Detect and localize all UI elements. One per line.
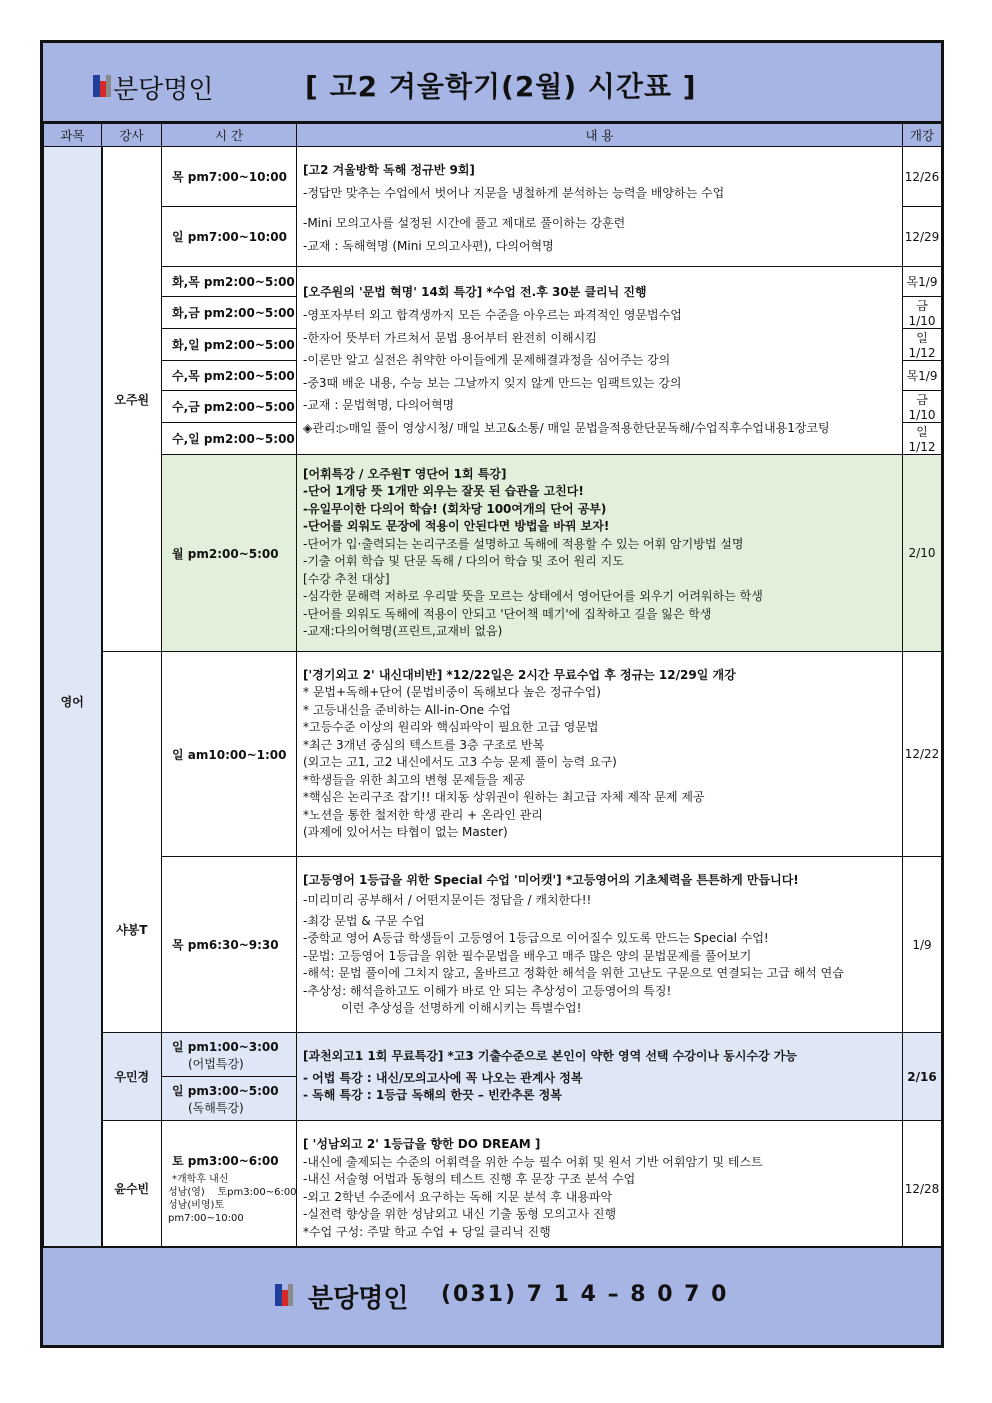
- content-line: -정답만 맞추는 수업에서 벗어나 지문을 냉철하게 분석하는 능력을 배양하는 수업: [303, 186, 725, 200]
- open-date: 목1/9: [903, 267, 942, 297]
- time-cell: [162, 1033, 297, 1077]
- open-date: 12/26: [903, 147, 942, 207]
- content-line: [고등영어 1등급을 위한 Special 수업 '미어캣'] *고등영어의 기초체력을 튼튼하게 만듭니다!: [303, 872, 799, 887]
- open-date: 목1/9: [903, 361, 942, 391]
- col-teacher: 강사: [102, 124, 162, 147]
- teacher-woo: 우민경: [102, 1033, 162, 1121]
- open-date: 일1/12: [903, 329, 942, 361]
- header-bar: [43, 43, 941, 123]
- content-line: -실전력 향상을 위한 성남외고 내신 기출 동형 모의고사 진행: [303, 1207, 617, 1221]
- open-date: 2/16: [903, 1033, 942, 1121]
- content-line: * 문법+독해+단어 (문법비중이 독해보다 높은 정규수업): [303, 685, 601, 699]
- content-cell: [297, 455, 903, 652]
- content-cell: [297, 857, 903, 1033]
- time-cell: 수,일 pm2:00~5:00: [162, 423, 297, 455]
- time-cell: [162, 1121, 297, 1257]
- time-cell: 수,목 pm2:00~5:00: [162, 361, 297, 391]
- phone-number: (031) 7 1 4 – 8 0 7 0: [441, 1282, 729, 1307]
- content-line: [ '성남외고 2' 1등급을 향한 DO DREAM ]: [303, 1137, 541, 1151]
- time-cell: 화,금 pm2:00~5:00: [162, 297, 297, 329]
- content-line: [수강 추천 대상]: [303, 571, 390, 586]
- content-line: - 독해 특강 : 1등급 독해의 한끗 – 빈칸추론 정복: [303, 1088, 562, 1103]
- content-cell: [297, 1033, 903, 1121]
- content-line: -내신에 출제되는 수준의 어휘력을 위한 수능 필수 어휘 및 원서 기반 어휘암기 및 테스트: [303, 1154, 763, 1169]
- open-date: 1/9: [903, 857, 942, 1033]
- content-line: -외고 2학년 수준에서 요구하는 독해 지문 분석 후 내용파악: [303, 1189, 613, 1204]
- content-line: -추상성: 해석을하고도 이해가 바로 안 되는 추상성이 고등영어의 특징!: [303, 983, 672, 998]
- open-date: 일1/12: [903, 423, 942, 455]
- time-cell: 목 pm7:00~10:00: [162, 147, 297, 207]
- content-line: -단어를 외워도 독해에 적용이 안되고 '단어책 떼기'에 집착하고 길을 잃은 학생: [303, 606, 712, 621]
- content-line: -중3때 배운 내용, 수능 보는 그날까지 잊지 않게 만드는 임팩트있는 강의: [303, 375, 682, 390]
- content-line: -해석: 문법 풀이에 그치지 않고, 올바르고 정확한 해석을 위한 고난도 구문으로 연결되는 고급 해석 연습: [303, 966, 844, 980]
- time-cell: 수,금 pm2:00~5:00: [162, 391, 297, 423]
- time-cell: 월 pm2:00~5:00: [162, 455, 297, 652]
- content-line: -교재:다의어혁명(프린트,교재비 없음): [303, 624, 503, 638]
- content-line: [어휘특강 / 오주원T 영단어 1회 특강]: [303, 466, 507, 481]
- content-line: [오주원의 '문법 혁명' 14회 특강] *수업 전.후 30분 클리닉 진행: [303, 284, 647, 299]
- logo-icon: [275, 1284, 293, 1306]
- content-line: *최근 3개년 중심의 텍스트를 3층 구조로 반복: [303, 737, 545, 752]
- content-line: *핵심은 논리구조 잡기!! 대치동 상위권이 원하는 최고급 자체 제작 문제 제공: [303, 790, 705, 804]
- content-line: * 고등내신을 준비하는 All-in-One 수업: [303, 702, 512, 717]
- content-line: -내신 서술형 어법과 동형의 테스트 진행 후 문장 구조 분석 수업: [303, 1172, 636, 1186]
- logo-icon: [93, 75, 111, 97]
- time-sub: (독해특강): [188, 1100, 244, 1115]
- footer-bar: [43, 1246, 941, 1345]
- brand-name: 분당명인: [113, 75, 214, 105]
- content-line: -단어를 외워도 문장에 적용이 안된다면 방법을 바꿔 보자!: [303, 519, 610, 533]
- content-line: ◈관리:▷매일 풀이 영상시청/ 매일 보고&소통/ 매일 문법을적용한단문독해/수업직후수업내용1장코팅: [303, 420, 830, 435]
- time-cell: 목 pm6:30~9:30: [162, 857, 297, 1033]
- open-date: 12/28: [903, 1121, 942, 1257]
- content-line: -단어가 입·출력되는 논리구조를 설명하고 독해에 적용할 수 있는 어휘 암기방법 설명: [303, 536, 744, 551]
- content-line: *노션을 통한 철저한 학생 관리 + 온라인 관리: [303, 807, 543, 822]
- content-line: (과제에 있어서는 타협이 없는 Master): [303, 825, 508, 839]
- content-line: -미리미리 공부해서 / 어떤지문이든 정답을 / 캐치한다!!: [303, 893, 592, 907]
- content-line: -한자어 뜻부터 가르쳐서 문법 용어부터 완전히 이해시킴: [303, 330, 597, 345]
- time-note: *개학후 내신: [172, 1174, 229, 1185]
- content-line: [고2 겨울방학 독해 정규반 9회]: [303, 162, 475, 177]
- content-cell: [297, 267, 903, 455]
- content-line: -이론만 알고 실전은 취약한 아이들에게 문제해결과정을 심어주는 강의: [303, 353, 671, 368]
- open-date: 금1/10: [903, 297, 942, 329]
- time-label: 토 pm3:00~6:00: [172, 1154, 279, 1168]
- content-line: *고등수준 이상의 원리와 핵심파악이 필요한 고급 영문법: [303, 720, 599, 734]
- col-content: 내 용: [297, 124, 903, 147]
- time-cell: 일 am10:00~1:00: [162, 652, 297, 857]
- content-cell: [297, 1121, 903, 1257]
- time-cell: 일 pm7:00~10:00: [162, 207, 297, 267]
- table-header-row: [44, 124, 942, 147]
- open-date: 금1/10: [903, 391, 942, 423]
- col-open: 개강: [903, 124, 942, 147]
- page-title: [ 고2 겨울학기(2월) 시간표 ]: [305, 70, 697, 103]
- timetable-frame: [40, 40, 944, 1348]
- content-line: -심각한 문해력 저하로 우리말 뜻을 모르는 상태에서 영어단어를 외우기 어려워하는 학생: [303, 589, 763, 603]
- teacher-oh: 오주원: [102, 147, 162, 652]
- time-sub: (어법특강): [188, 1056, 244, 1071]
- content-line: [과천외고1 1회 무료특강] *고3 기출수준으로 본인이 약한 영역 선택 수강이나 동시수강 가능: [303, 1049, 797, 1064]
- content-line: (외고는 고1, 고2 내신에서도 고3 수능 문제 풀이 능력 요구): [303, 755, 617, 769]
- time-note: 성남(영) 토pm3:00~6:00: [168, 1187, 297, 1198]
- time-label: 일 pm3:00~5:00: [172, 1083, 279, 1098]
- content-line: -중학교 영어 A등급 학생들이 고등영어 1등급으로 이어질수 있도록 만드는 Special 수업!: [303, 931, 769, 945]
- teacher-shabong-label: 샤봉T: [116, 923, 148, 937]
- content-line: ['경기외고 2' 내신대비반] *12/22일은 2시간 무료수업 후 정규는 12/29일 개강: [303, 667, 736, 682]
- col-time: 시 간: [162, 124, 297, 147]
- schedule-table: [43, 123, 942, 1257]
- content-line: -Mini 모의고사를 설정된 시간에 풀고 제대로 풀이하는 강훈련: [303, 215, 626, 230]
- open-date: 12/29: [903, 207, 942, 267]
- content-line: -문법: 고등영어 1등급을 위한 필수문법을 배우고 매주 많은 양의 문법문제를 풀어보기: [303, 948, 752, 963]
- content-line: *학생들을 위한 최고의 변형 문제들을 제공: [303, 772, 526, 787]
- open-date: 12/22: [903, 652, 942, 857]
- time-cell: 화,일 pm2:00~5:00: [162, 329, 297, 361]
- content-line: -교재 : 독해혁명 (Mini 모의고사편), 다의어혁명: [303, 239, 554, 253]
- teacher-yoon: 윤수빈: [102, 1121, 162, 1257]
- time-cell: 화,목 pm2:00~5:00: [162, 267, 297, 297]
- content-cell: [297, 147, 903, 267]
- content-line: -영포자부터 외고 합격생까지 모든 수준을 아우르는 파격적인 영문법수업: [303, 308, 682, 323]
- time-note: 성남(비영)토pm7:00~10:00: [168, 1200, 244, 1224]
- content-line: -기출 어휘 학습 및 단문 독해 / 다의어 학습 및 조어 원리 지도: [303, 554, 624, 568]
- open-date: 2/10: [903, 455, 942, 652]
- teacher-shabong: [102, 652, 162, 1033]
- subject-cell: 영어: [44, 147, 102, 1257]
- content-line: -최강 문법 & 구문 수업: [303, 913, 425, 928]
- time-cell: [162, 1077, 297, 1121]
- content-cell: [297, 652, 903, 857]
- time-label: 일 pm1:00~3:00: [172, 1039, 279, 1054]
- content-line: 이런 추상성을 선명하게 이해시키는 특별수업!: [303, 1001, 582, 1015]
- content-line: -교재 : 문법혁명, 다의어혁명: [303, 398, 455, 413]
- content-line: - 어법 특강 : 내신/모의고사에 꼭 나오는 관계사 정복: [303, 1070, 583, 1085]
- col-subject: 과목: [44, 124, 102, 147]
- content-line: -유일무이한 다의어 학습! (회차당 100여개의 단어 공부): [303, 501, 607, 516]
- content-line: *수업 구성: 주말 학교 수업 + 당일 클리닉 진행: [303, 1224, 551, 1239]
- content-line: -단어 1개당 뜻 1개만 외우는 잘못 된 습관을 고친다!: [303, 484, 584, 498]
- footer-brand: 분당명인: [308, 1284, 409, 1314]
